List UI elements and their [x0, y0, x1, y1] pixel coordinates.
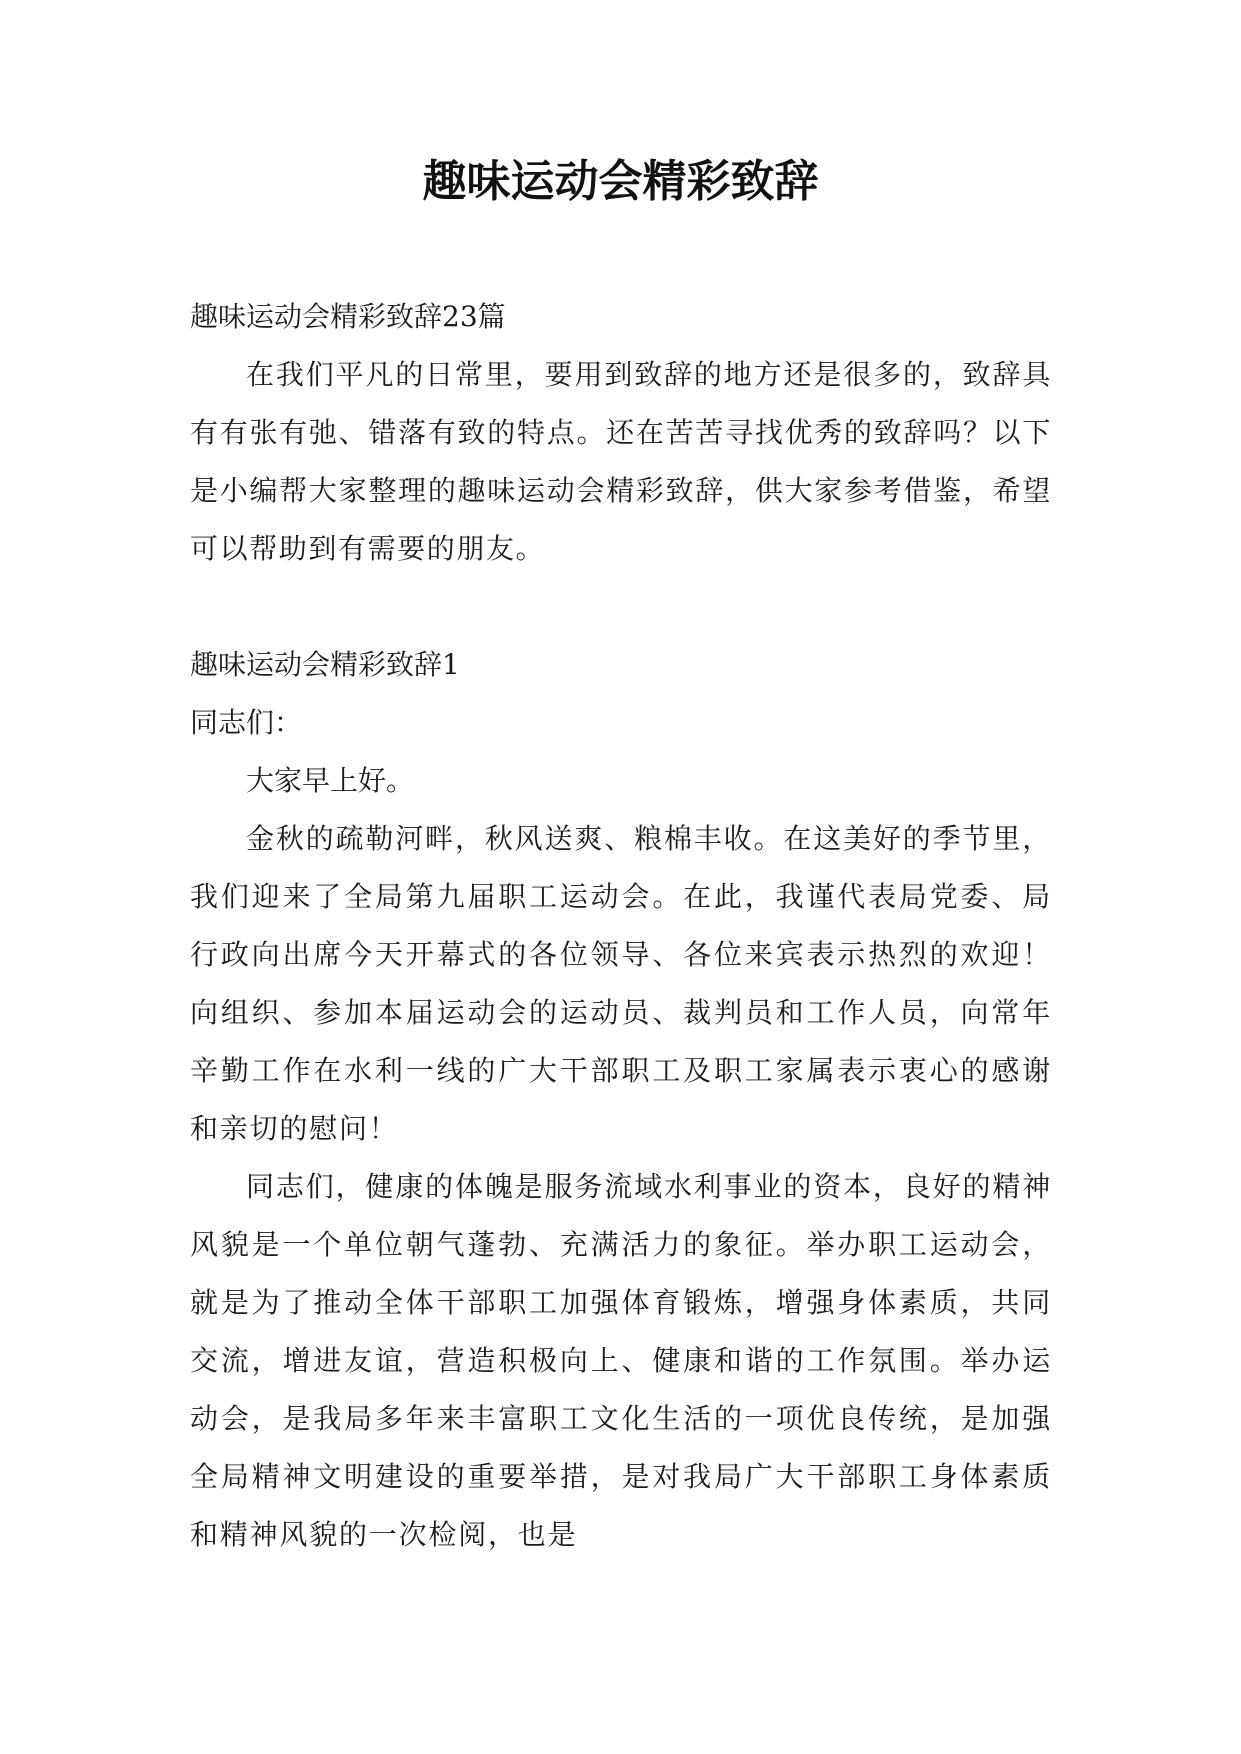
salutation: 同志们： [190, 706, 303, 739]
greeting: 大家早上好。 [246, 764, 415, 797]
speech-heading: 趣味运动会精彩致辞1 [190, 648, 460, 681]
speech-paragraph-2: 同志们，健康的体魄是服务流域水利事业的资本，良好的精神风貌是一个单位朝气蓬勃、充满活力的象征。举办职工运动会，就是为了推动全体干部职工加强体育锻炼，增强身体素质，共同交流，增进友谊，营造积极向上、健康和谐的工作氛围。举办运动会，是我局多年来丰富职工文化生活的一项优良传统，是加强全局精神文明建设的重要举措，是对我局广大干部职工身体素质和精神风貌的一次检阅，也是 [190, 1170, 1052, 1551]
document-title: 趣味运动会精彩致辞 [422, 156, 819, 207]
document-body [190, 288, 1052, 1564]
section-gap [190, 578, 1052, 636]
intro-paragraph: 在我们平凡的日常里，要用到致辞的地方还是很多的，致辞具有有张有弛、错落有致的特点。还在苦苦寻找优秀的致辞吗？以下是小编帮大家整理的趣味运动会精彩致辞，供大家参考借鉴，希望可以帮助到有需要的朋友。 [190, 358, 1052, 565]
speech-paragraph-1: 金秋的疏勒河畔，秋风送爽、粮棉丰收。在这美好的季节里，我们迎来了全局第九届职工运动会。在此，我谨代表局党委、局行政向出席今天开幕式的各位领导、各位来宾表示热烈的欢迎！向组织、参加本届运动会的运动员、裁判员和工作人员，向常年辛勤工作在水利一线的广大干部职工及职工家属表示衷心的感谢和亲切的慰问！ [190, 822, 1052, 1145]
collection-heading: 趣味运动会精彩致辞23篇 [190, 300, 506, 333]
